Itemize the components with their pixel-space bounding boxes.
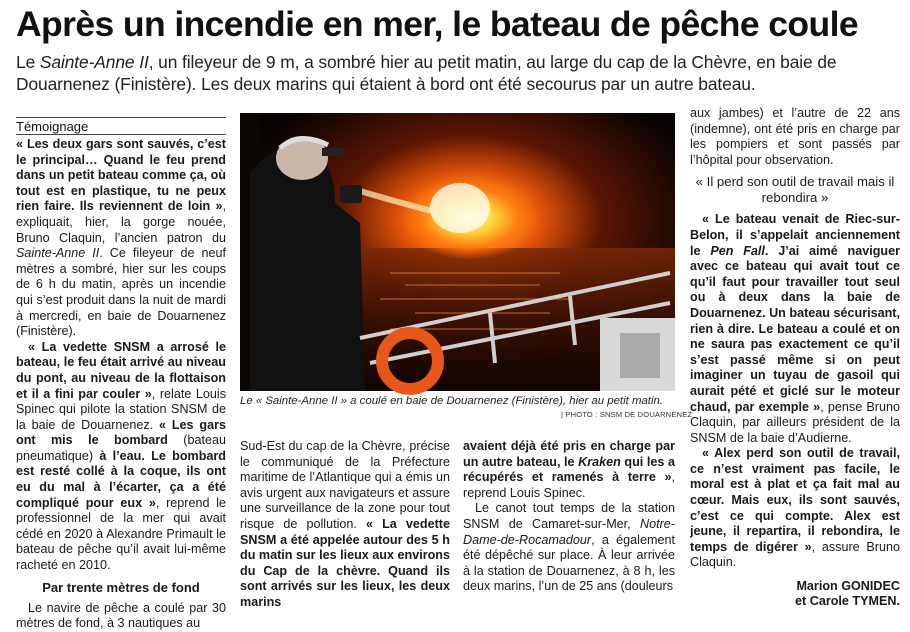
lead-text-2: , un fileyeur de 9 m, a sombré hier au petit matin, au large du cap de la Chèvre, en baie de Douarnenez (Finistère). Les deux marins qui étaient à bord ont été secourus par un autre bateau.	[16, 52, 837, 94]
column-2	[240, 439, 450, 611]
col1-subhead: Par trente mètres de fond	[42, 579, 200, 595]
byline-author-2: et Carole TYMEN.	[795, 594, 900, 609]
col1-text-2c: , reprend le professionnel de la mer qui avait cédé en 2020 à Alexandre Primault le bateau de pêche qu’il avait lui-même racheté en 2010.	[16, 495, 227, 573]
lead-text-1: Le	[16, 52, 40, 72]
col1-text-2a: , relate Louis Spinec qui pilote la station SNSM de la baie de Douarnenez.	[16, 386, 226, 432]
col4-text-3: , assure Bruno Claquin.	[690, 539, 900, 570]
col3-boat-name: Kraken	[578, 454, 621, 469]
column-1	[16, 137, 226, 632]
col1-para-1	[16, 137, 226, 340]
column-3	[463, 439, 675, 595]
col1-text-2b: (bateau pneumatique)	[16, 433, 226, 463]
col3-text-2b: , a également été dépêché sur place. À leur arrivée à la station de Douarnenez, à 8 h, les deux marins, l’un de 25 ans (douleurs	[463, 532, 675, 594]
column-4	[690, 106, 900, 609]
col4-boat-name: Pen Fall	[710, 243, 765, 258]
news-photo	[240, 113, 675, 391]
col1-text-1a: , expliquait, hier, la gorge nouée, Bruno Claquin, l’ancien patron du	[16, 199, 226, 245]
col2-quote: « La vedette SNSM a été appelée autour des 5 h du matin sur les lieux aux environs du Cap de la chèvre. Quand ils sont arrivés sur les lieux, les deux marins	[240, 516, 451, 609]
lead-paragraph	[16, 51, 900, 95]
col4-para-3	[690, 446, 900, 571]
col4-subhead: « Il perd son outil de travail mais il rebondira »	[695, 174, 895, 206]
col1-boat-name: Sainte-Anne II	[16, 246, 100, 261]
col1-para-2	[16, 340, 226, 574]
lead-boat-name: Sainte-Anne II	[39, 52, 149, 72]
col1-quote-2: « La vedette SNSM a arrosé le bateau, le feu était arrivé au niveau du pont, au niveau de la flottaison et il a fini par couler »	[16, 339, 226, 401]
col1-text-1b: . Ce fileyeur de neuf mètres a sombré, hier sur les coups de 6 h du matin, après un incendie qui s’est produit dans la nuit de mardi à mercredi, en baie de Douarnenez (Finistère).	[16, 246, 226, 339]
col2-para-1	[240, 439, 450, 611]
col3-quote-1b: qui les a récupérés et ramenés à terre »	[463, 454, 675, 485]
rubric-label: Témoignage	[16, 119, 89, 134]
col1-quote-4: à l’eau. Le bombard est resté collé à la coque, ils ont eu du mal à l’écarter, ça a été compliqué pour eux »	[16, 448, 226, 510]
col4-quote-2: « Alex perd son outil de travail, ce n’est vraiment pas facile, le moral est à plat et ça fait mal au cœur. Mais eux, ils sont sauvés, c’est ce qui compte. Alex est jeune, il repartira, il rebondira, le temps de digérer »	[690, 446, 900, 554]
photo-credit: | PHOTO : SNSM DE DOUARNENEZ	[561, 410, 693, 419]
col1-quote-3: « Les gars ont mis le bombard	[16, 417, 226, 448]
col3-para-2	[463, 501, 675, 595]
col2-text-1: Sud-Est du cap de la Chèvre, précise le communiqué de la Préfecture maritime de l’Atlantique qui a émis un avis urgent aux navigateurs et assure une surveillance de la zone pour tout risque de pollution.	[240, 439, 450, 531]
rubric-bar	[16, 117, 226, 135]
col3-text-1: , reprend Louis Spinec.	[463, 470, 675, 500]
photo-caption: Le « Sainte-Anne II » a coulé en baie de Douarnenez (Finistère), hier au petit matin.	[240, 395, 663, 407]
byline-author-1: Marion GONIDEC	[796, 579, 900, 594]
col4-quote-1a: « Le bateau venait de Riec-sur-Belon, il s’appelait anciennement le	[690, 212, 900, 258]
col3-quote-1a: avaient déjà été pris en charge par un autre bateau, le	[463, 439, 675, 469]
col3-boat-name-2: Notre-Dame-de-Rocamadour	[463, 516, 675, 547]
col4-para-2	[690, 212, 900, 446]
col3-text-2a: Le canot tout temps de la station SNSM de Camaret-sur-Mer,	[463, 501, 675, 531]
headline: Après un incendie en mer, le bateau de pêche coule	[16, 4, 859, 44]
col4-quote-1b: . J’ai aimé naviguer avec ce bateau qui avait tout ce qu’il faut pour travailler tout seul ou à deux dans la baie de Douarnenez. Un bateau sécurisant, rien à dire. Le bateau a coulé et on ne saura pas exactement ce qu’il s’est passé même si on peut imaginer un tuyau de gasoil qui aurait pété et giclé sur le moteur chaud, par exemple »	[690, 243, 900, 414]
col4-text-2: , pense Bruno Claquin, par ailleurs président de la SNSM de la baie d’Audierne.	[690, 399, 900, 445]
col1-quote-1: « Les deux gars sont sauvés, c’est le principal… Quand le feu prend dans un petit bateau comme ça, où tout est en plastique, tu ne peux rien faire. Ils reviennent de loin »	[16, 137, 226, 214]
fire-photo-illustration	[240, 113, 675, 391]
col3-para-1	[463, 439, 675, 501]
byline	[690, 579, 900, 609]
col1-para-3: Le navire de pêche a coulé par 30 mètres de fond, à 3 nautiques au	[16, 600, 226, 631]
col4-para-1: aux jambes) et l’autre de 22 ans (indemne), ont été pris en charge par les pompiers et sont passés par l’hôpital pour observation.	[690, 106, 900, 167]
